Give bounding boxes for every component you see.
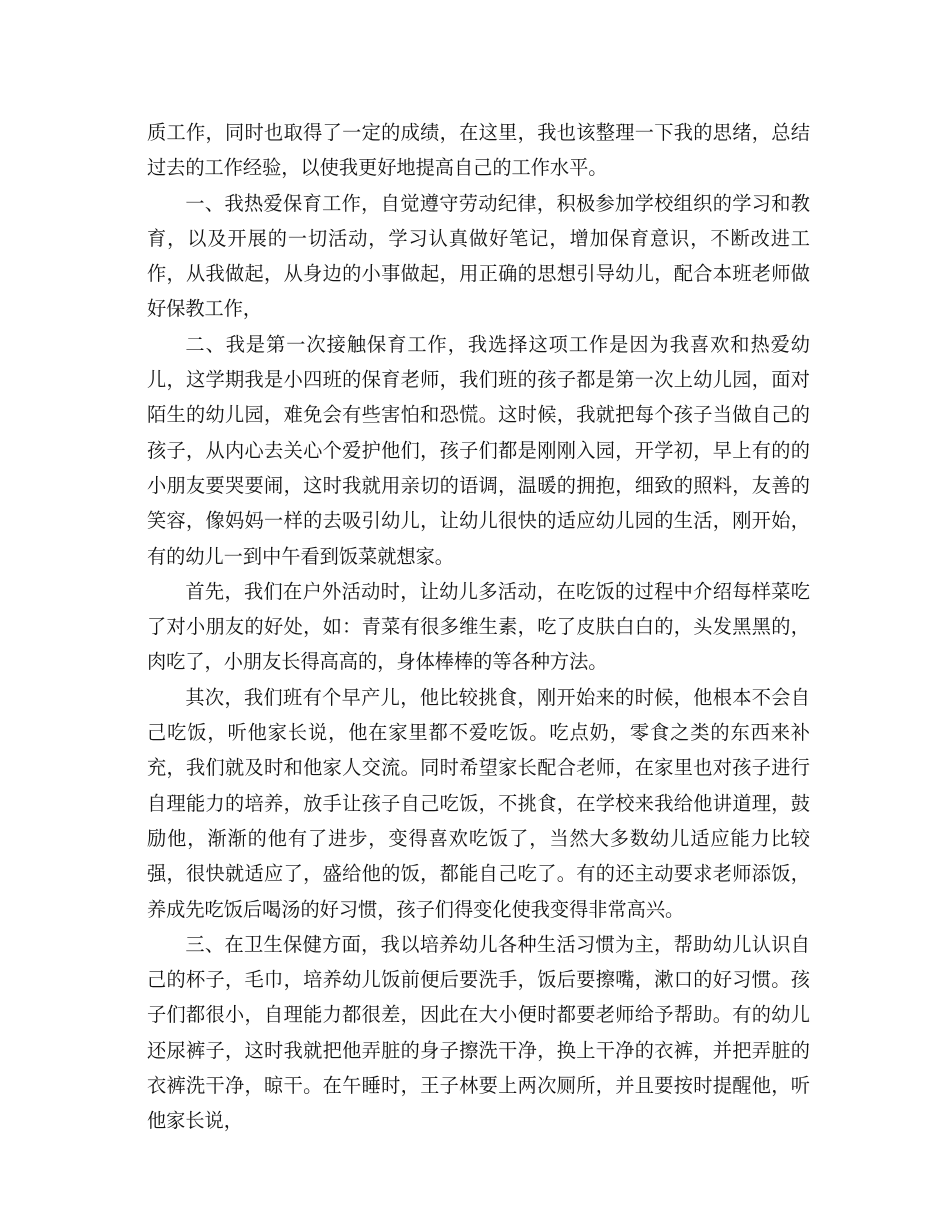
paragraph: 三、在卫生保健方面，我以培养幼儿各种生活习惯为主，帮助幼儿认识自己的杯子，毛巾，培养幼儿饭前便后要洗手，饭后要擦嘴，漱口的好习惯。孩子们都很小，自理能力都很差，因此在大小便时都要老师给予帮助。有的幼儿还尿裤子，这时我就把他弄脏的身子擦洗干净，换上干净的衣裤，并把弄脏的衣裤洗干净，晾干。在午睡时，王子林要上两次厕所，并且要按时提醒他，听他家长说，	[147, 932, 810, 1133]
paragraph: 一、我热爱保育工作，自觉遵守劳动纪律，积极参加学校组织的学习和教育，以及开展的一切活动，学习认真做好笔记，增加保育意识，不断改进工作，从我做起，从身边的小事做起，用正确的思想引导幼儿，配合本班老师做好保教工作，	[147, 191, 810, 321]
document-body	[147, 115, 810, 1139]
paragraph: 质工作，同时也取得了一定的成绩，在这里，我也该整理一下我的思绪，总结过去的工作经验，以使我更好地提高自己的工作水平。	[147, 121, 810, 180]
paragraph: 二、我是第一次接触保育工作，我选择这项工作是因为我喜欢和热爱幼儿，这学期我是小四班的保育老师，我们班的孩子都是第一次上幼儿园，面对陌生的幼儿园，难免会有些害怕和恐慌。这时候，我就把每个孩子当做自己的孩子，从内心去关心个爱护他们，孩子们都是刚刚入园，开学初，早上有的的小朋友要哭要闹，这时我就用亲切的语调，温暖的拥抱，细致的照料，友善的笑容，像妈妈一样的去吸引幼儿，让幼儿很快的适应幼儿园的生活，刚开始，有的幼儿一到中午看到饭菜就想家。	[147, 332, 810, 568]
paragraph: 首先，我们在户外活动时，让幼儿多活动，在吃饭的过程中介绍每样菜吃了对小朋友的好处，如：青菜有很多维生素，吃了皮肤白白的，头发黑黑的，肉吃了，小朋友长得高高的，身体棒棒的等各种方法。	[147, 579, 810, 674]
paragraph: 其次，我们班有个早产儿，他比较挑食，刚开始来的时候，他根本不会自己吃饭，听他家长说，他在家里都不爱吃饭。吃点奶，零食之类的东西来补充，我们就及时和他家人交流。同时希望家长配合老师，在家里也对孩子进行自理能力的培养，放手让孩子自己吃饭，不挑食，在学校来我给他讲道理，鼓励他，渐渐的他有了进步，变得喜欢吃饭了，当然大多数幼儿适应能力比较强，很快就适应了，盛给他的饭，都能自己吃了。有的还主动要求老师添饭，养成先吃饭后喝汤的好习惯，孩子们得变化使我变得非常高兴。	[147, 685, 810, 921]
